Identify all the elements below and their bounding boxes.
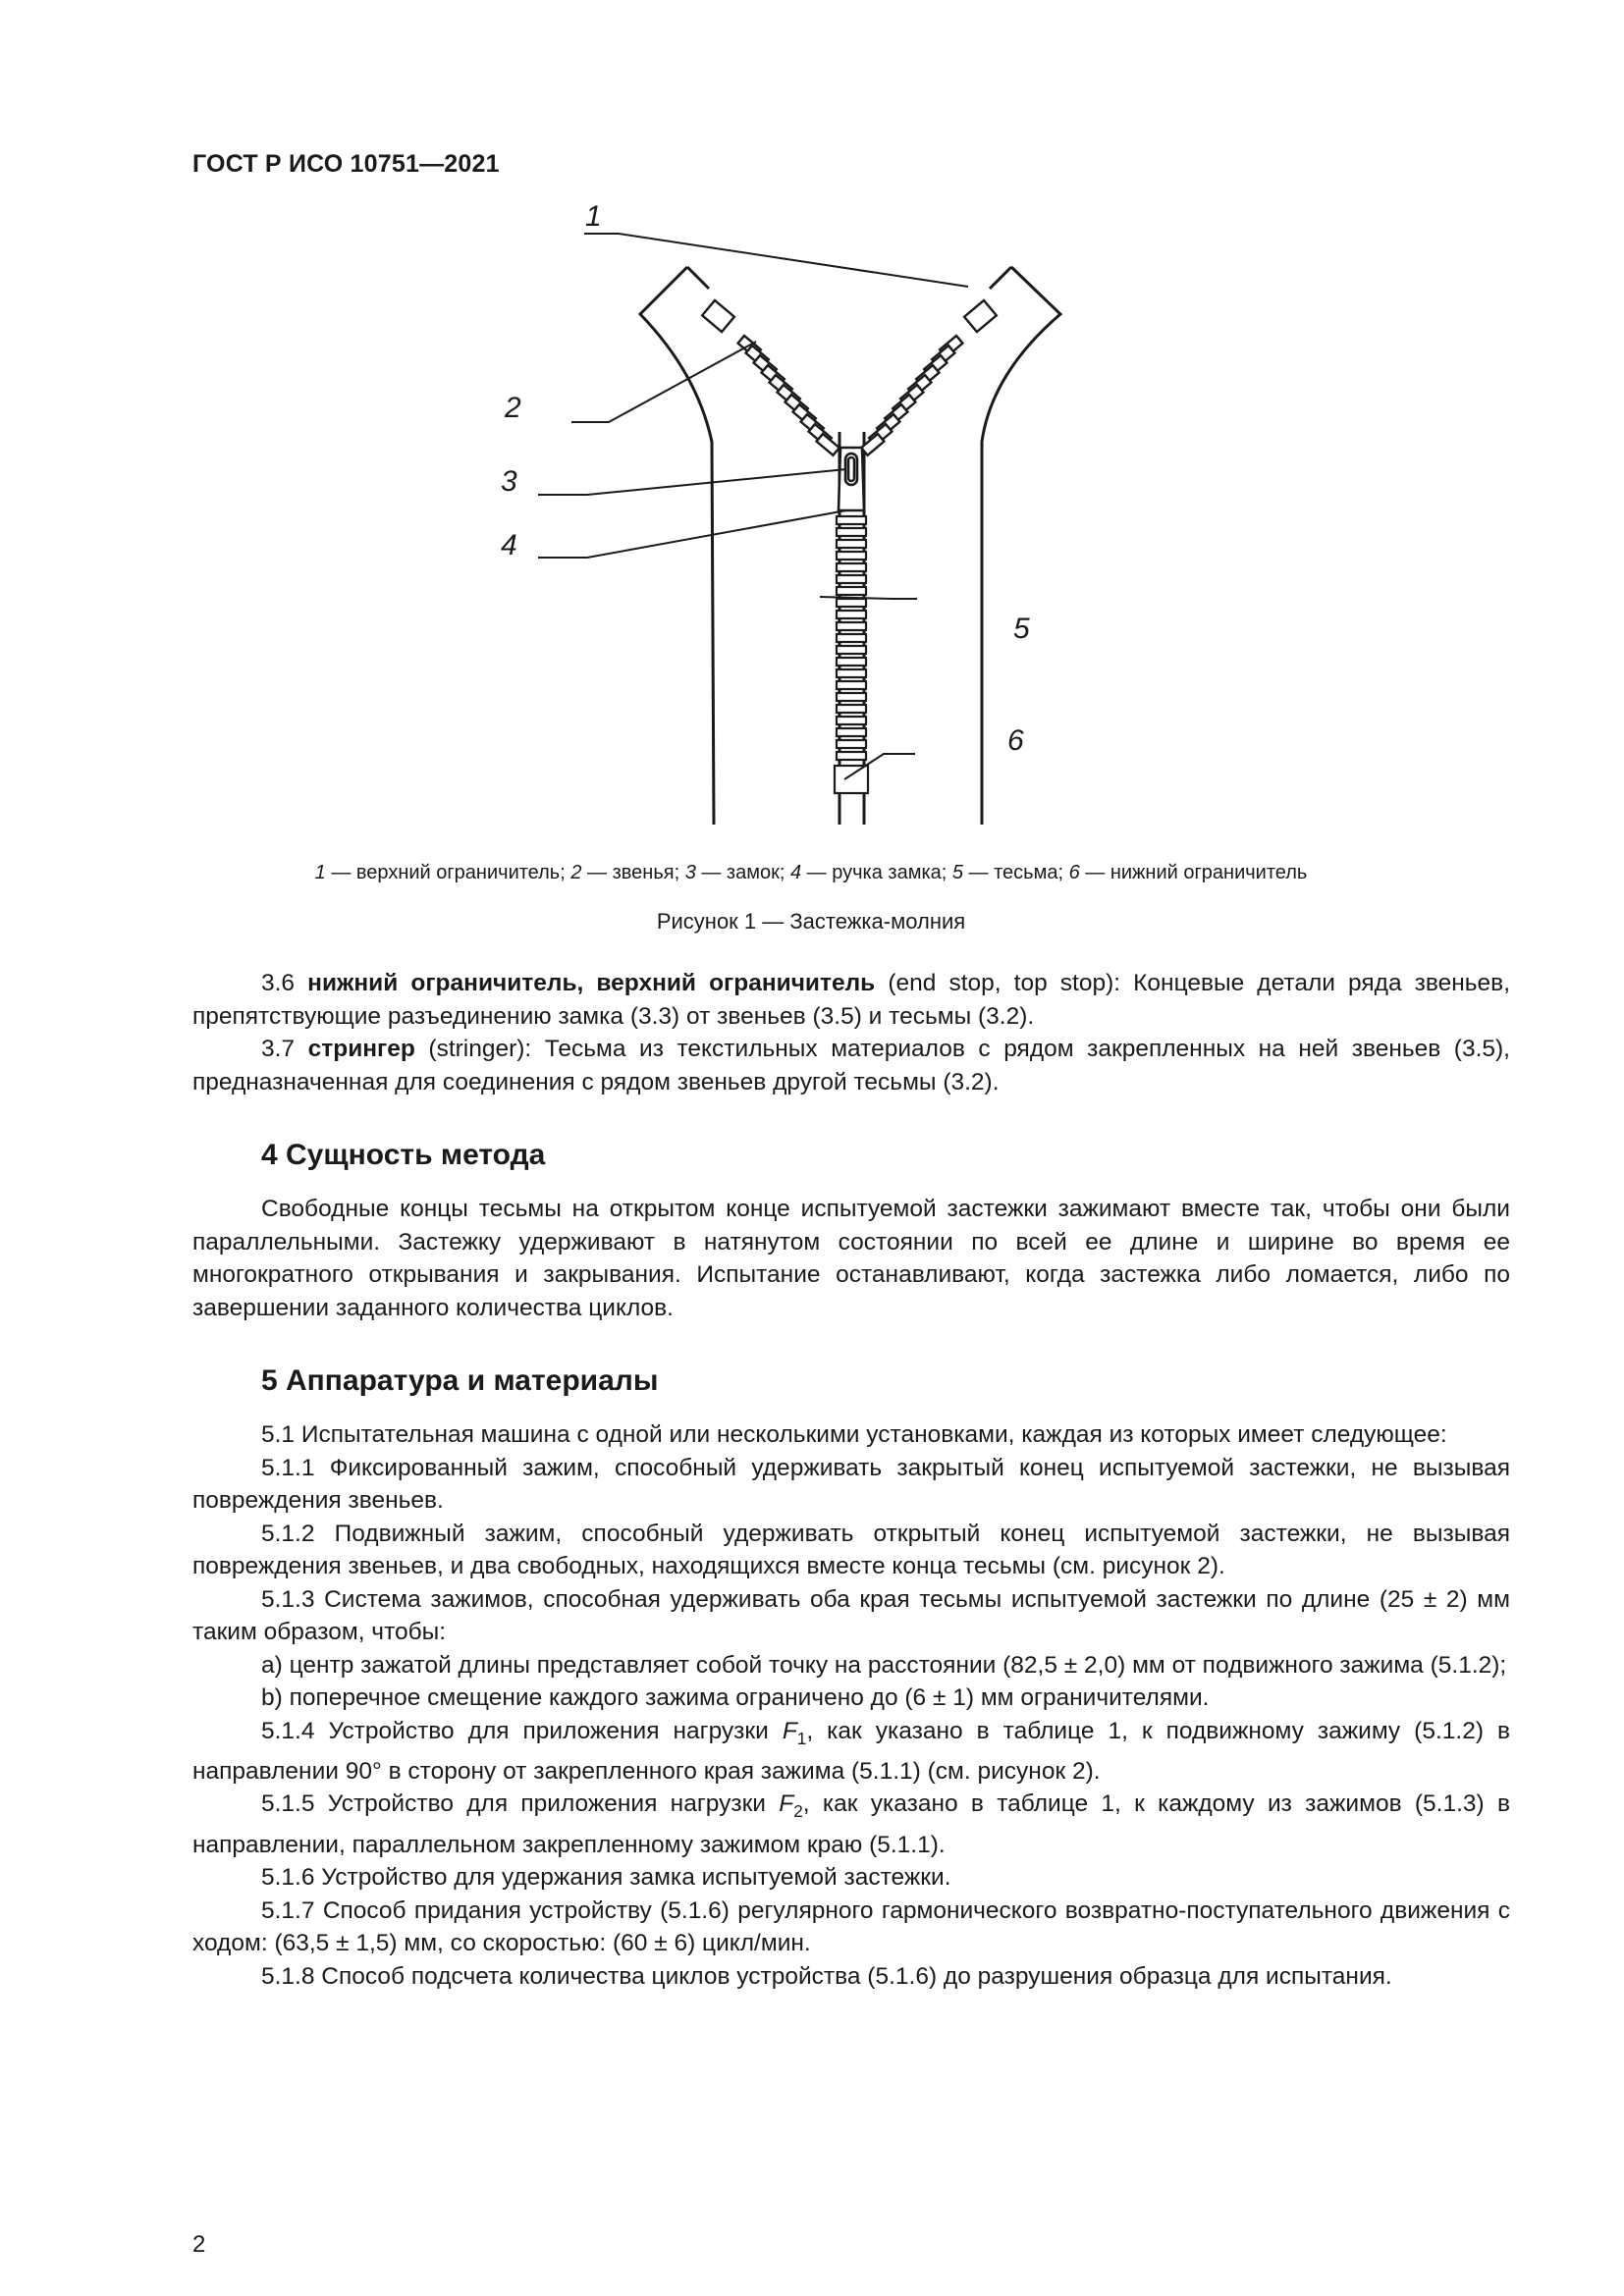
bottom-stop [835, 766, 868, 793]
legend-text: — нижний ограничитель [1079, 862, 1308, 883]
label-2: 2 [505, 392, 521, 424]
top-stop-left [702, 300, 734, 332]
teeth-closed [835, 516, 868, 793]
text: , как указано в таблице 1, к подвижному зажиму (5.1.2) в направлении 90° в сторону от закрепленного края зажима (5.1.1) (см. рисунок 2). [192, 1717, 1510, 1785]
legend-text: — звенья; [581, 862, 685, 883]
document-body [192, 967, 1510, 1993]
clause-5-1-8: 5.1.8 Способ подсчета количества циклов устройства (5.1.6) до разрушения образца для испытания. [261, 1962, 1392, 1990]
label-4: 4 [501, 529, 517, 561]
clause-5-1-5 [192, 1788, 1510, 1861]
symbol-F: F [779, 1790, 794, 1818]
legend-num: 2 [570, 862, 582, 883]
legend-num: 6 [1068, 862, 1080, 883]
teeth-right [861, 300, 997, 455]
clause-5-1: 5.1 Испытательная машина с одной или несколькими установками, каждая из которых имеет следующее: [261, 1421, 1447, 1448]
label-1: 1 [585, 200, 602, 233]
page-number: 2 [192, 2231, 206, 2258]
subscript: 1 [796, 1728, 807, 1748]
term: стрингер [307, 1036, 415, 1062]
figure-legend [192, 862, 1430, 884]
legend-num: 5 [951, 862, 963, 883]
clause-5-1-2: 5.1.2 Подвижный зажим, способный удерживать открытый конец испытуемой застежки, не вызывая повреждения звеньев, и два свободных, находящихся вместе конца тесьмы (см. рисунок 2). [192, 1520, 1510, 1579]
clause-number: 3.7 [261, 1036, 308, 1062]
legend-num: 4 [789, 862, 802, 883]
legend-text: — верхний ограничитель; [325, 862, 571, 883]
label-6: 6 [1007, 724, 1024, 757]
symbol-F: F [782, 1717, 797, 1744]
label-3: 3 [501, 465, 517, 498]
clause-5-1-1: 5.1.1 Фиксированный зажим, способный удерживать закрытый конец испытуемой застежки, не вызывая повреждения звеньев. [192, 1454, 1510, 1514]
document-header: ГОСТ Р ИСО 10751—2021 [192, 150, 500, 178]
definition-3-7 [192, 1033, 1510, 1098]
legend-num: 1 [314, 862, 326, 883]
teeth-left [702, 300, 839, 455]
term: нижний ограничитель, верхний ограничитель [307, 970, 876, 996]
legend-text: — замок; [695, 862, 790, 883]
clause-5-1-3: 5.1.3 Система зажимов, способная удерживать оба края тесьмы испытуемой застежки по длине (25 ± 2) мм таким образом, чтобы: [192, 1585, 1510, 1645]
clause-5-1-3-b: b) поперечное смещение каждого зажима ограничено до (6 ± 1) мм ограничителями. [261, 1684, 1210, 1711]
slider [839, 448, 864, 510]
section-4-text: Свободные концы тесьмы на открытом конце испытуемой застежки зажимают вместе так, чтобы они были параллельными. Застежку удерживают в натянутом состоянии по всей ее длине и ширине во время ее многократного открывания и закрывания. Испытание останавливают, когда застежка либо ломается, либо по завершении заданного количества циклов. [192, 1196, 1510, 1321]
section-4-heading: 4 Сущность метода [261, 1139, 546, 1171]
legend-text: — тесьма; [963, 862, 1069, 883]
text: , как указано в таблице 1, к каждому из зажимов (5.1.3) в направлении, параллельном закрепленному зажимом краю (5.1.1). [192, 1790, 1510, 1858]
definition-3-6 [192, 967, 1510, 1033]
top-stop-right [964, 300, 997, 332]
definition-text: (stringer): Тесьма из текстильных материалов с рядом закрепленных на ней звеньев (3.5), предназначенная для соединения с рядом звеньев другой тесьмы (3.2). [192, 1036, 1510, 1095]
clause-5-1-4 [192, 1715, 1510, 1789]
clause-5-1-3-a: a) центр зажатой длины представляет собой точку на расстоянии (82,5 ± 2,0) мм от подвижного зажима (5.1.2); [261, 1651, 1507, 1679]
text: 5.1.4 Устройство для приложения нагрузки [261, 1717, 783, 1744]
section-5-heading: 5 Аппаратура и материалы [261, 1364, 659, 1397]
clause-number: 3.6 [261, 970, 308, 996]
text: 5.1.5 Устройство для приложения нагрузки [261, 1790, 780, 1818]
clause-5-1-7: 5.1.7 Способ придания устройству (5.1.6) регулярного гармонического возвратно-поступательного движения с ходом: (63,5 ± 1,5) мм, со скоростью: (60 ± 6) цикл/мин. [192, 1896, 1510, 1957]
subscript: 2 [793, 1801, 803, 1822]
clause-5-1-6: 5.1.6 Устройство для удержания замка испытуемой застежки. [261, 1864, 951, 1892]
zipper-figure [501, 200, 1110, 844]
label-5: 5 [1013, 613, 1030, 645]
figure-caption: Рисунок 1 — Застежка-молния [656, 909, 966, 934]
definition-text: (end stop, top stop): Концевые детали ряда звеньев, препятствующие разъединению замка (3.3) от звеньев (3.5) и тесьмы (3.2). [192, 970, 1510, 1030]
legend-text: — ручка замка; [801, 862, 952, 883]
legend-num: 3 [684, 862, 696, 883]
